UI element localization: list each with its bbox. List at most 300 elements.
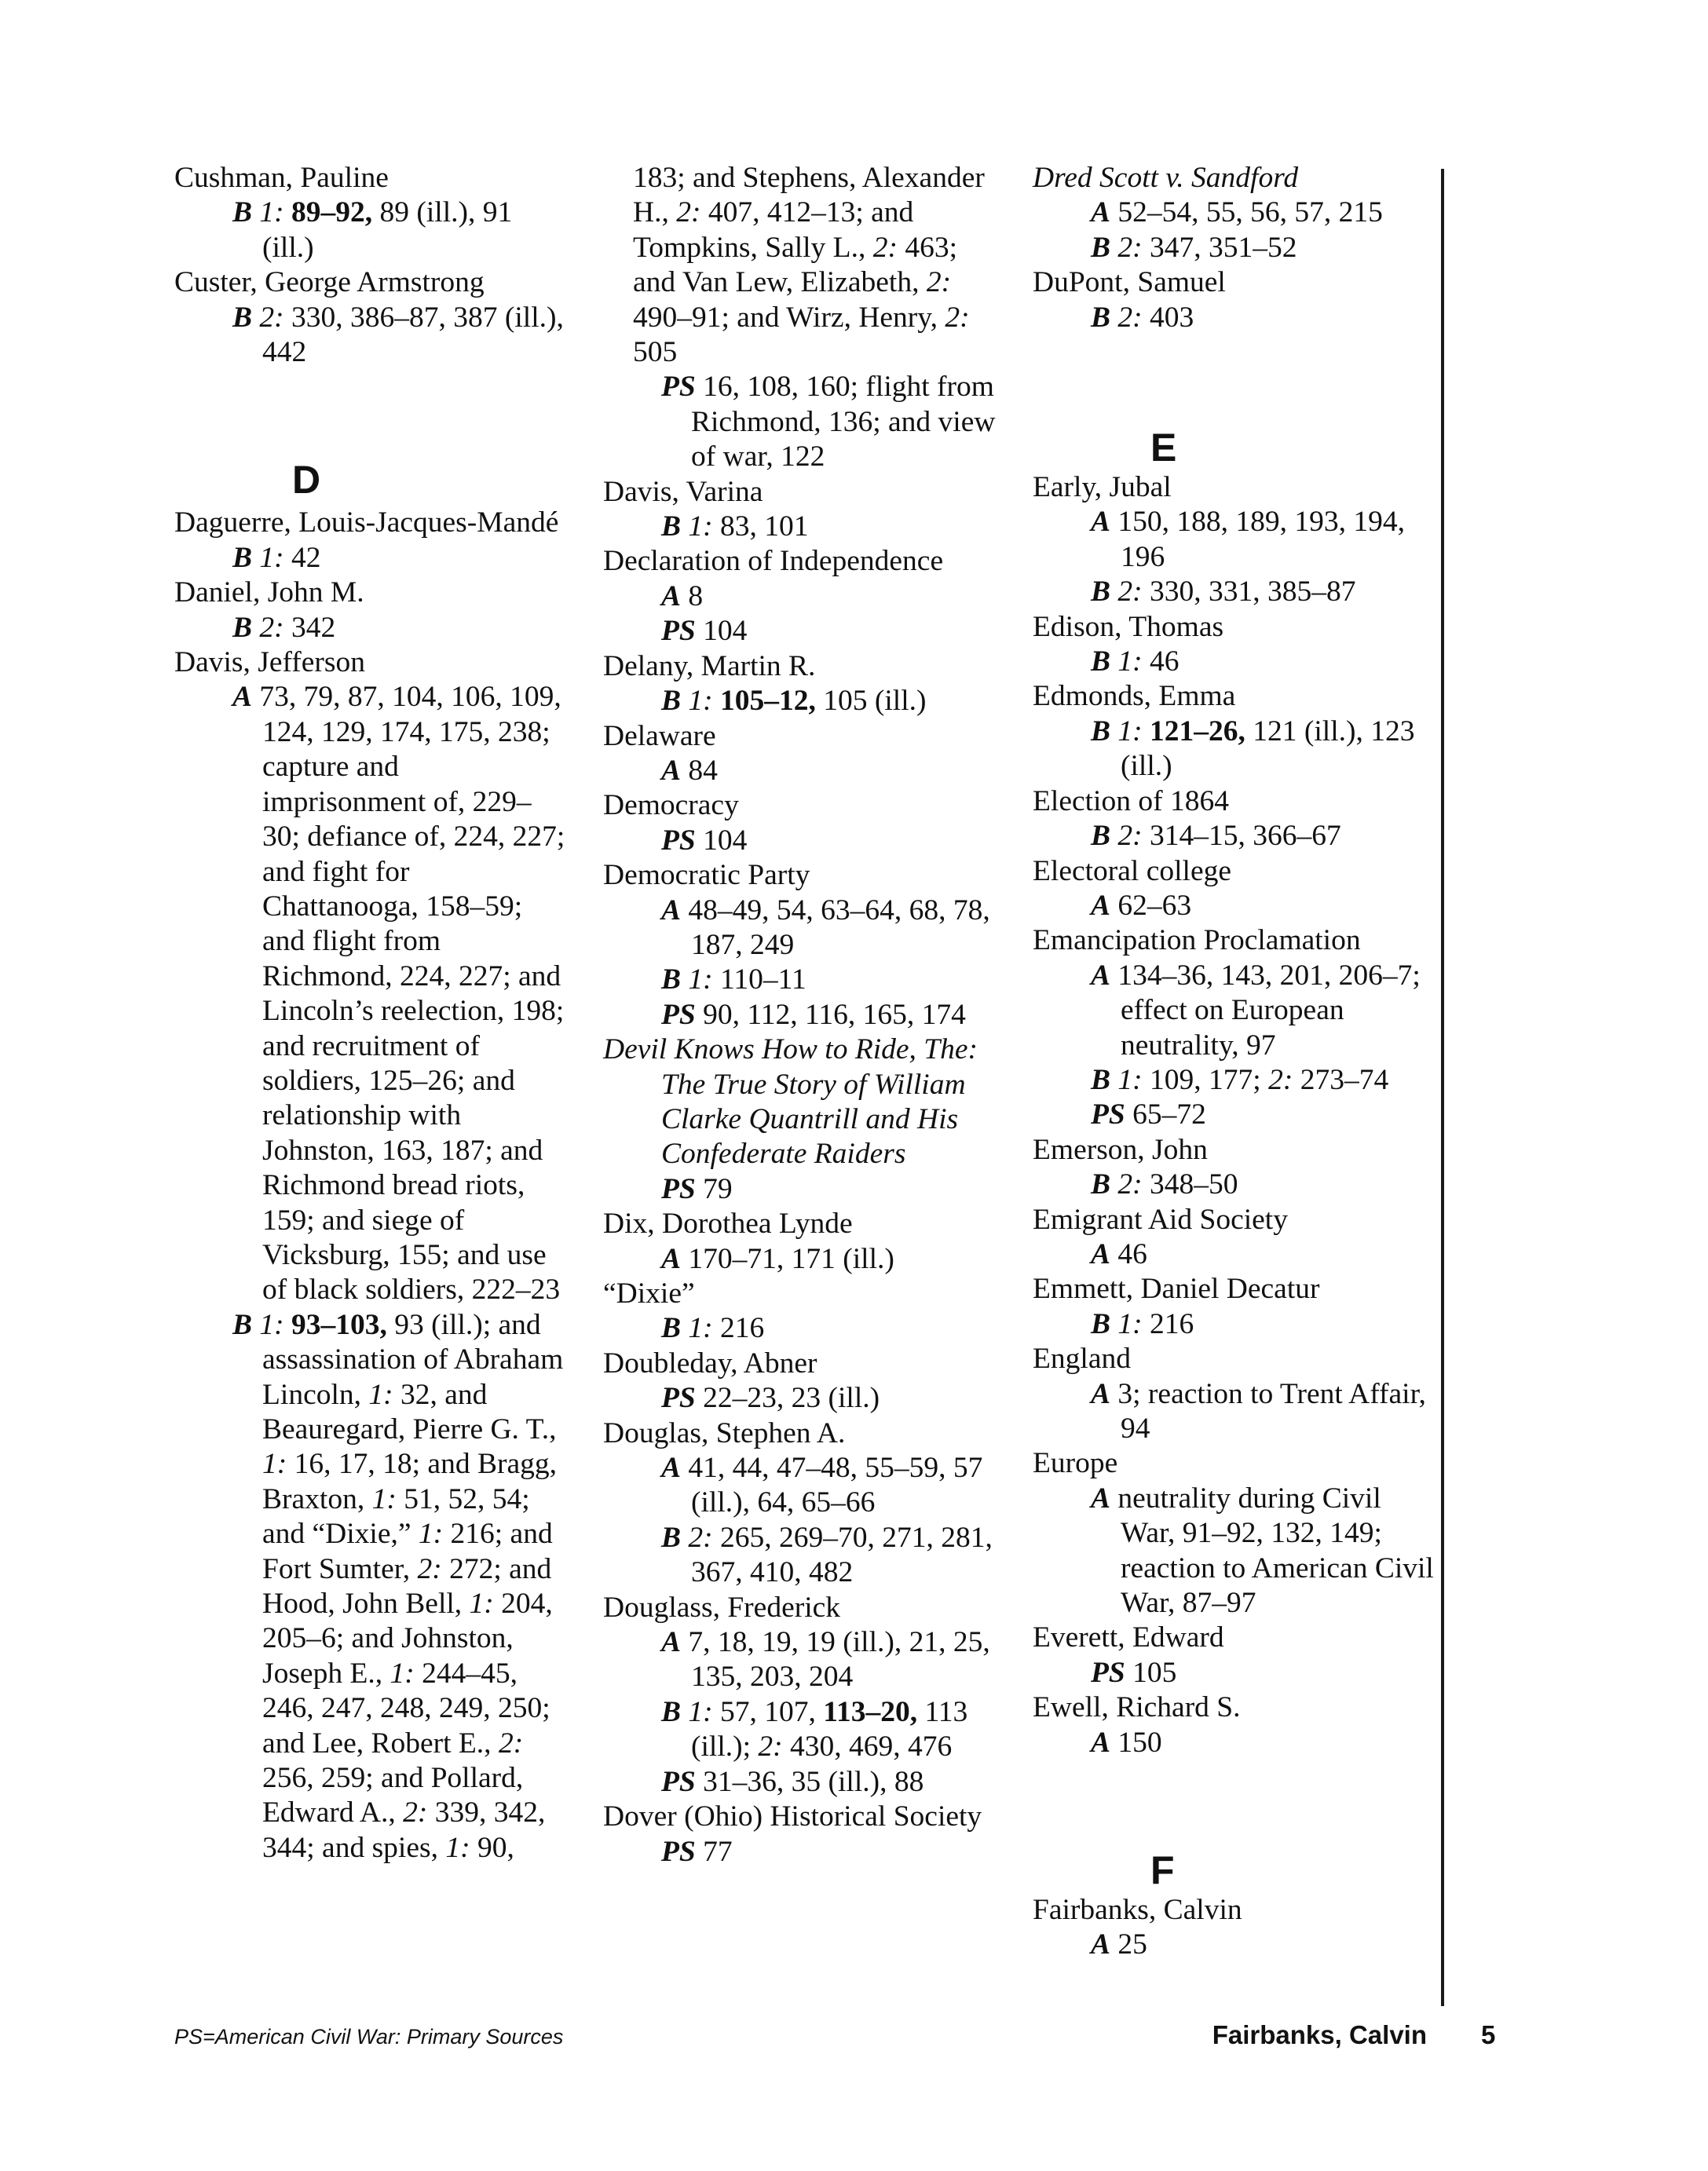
entry-text: 2: — [259, 611, 284, 644]
entry-text: 407, 412–13; and Tompkins, Sally L., — [633, 196, 914, 264]
reference-text — [1091, 1726, 1441, 1760]
reference-text — [661, 510, 996, 544]
reference-text — [661, 1242, 996, 1277]
entry-text: 57, 107, — [712, 1695, 824, 1728]
index-heading — [603, 544, 996, 579]
index-heading — [603, 1277, 996, 1311]
index-reference — [603, 1311, 996, 1346]
entry-text: 41, 44, 47–48, 55–59, 57 (ill.), 64, 65–66 — [681, 1452, 983, 1519]
entry-text: B — [1091, 576, 1111, 609]
entry-text: Daniel, John M. — [174, 576, 364, 609]
entry-text: 1: — [1117, 1307, 1143, 1340]
index-reference — [603, 824, 996, 858]
entry-text: Doubleday, Abner — [603, 1347, 817, 1380]
entry-text: 25 — [1110, 1928, 1147, 1961]
entry-text: 52–54, 55, 56, 57, 215 — [1110, 196, 1383, 229]
entry-text — [681, 1522, 688, 1554]
entry-text: 216; and Fort Sumter, — [262, 1518, 553, 1585]
entry-text: 430, 469, 476 — [782, 1731, 953, 1763]
entry-text: 79 — [695, 1172, 733, 1205]
index-heading — [1033, 679, 1441, 714]
entry-text: 505 — [633, 336, 678, 369]
entry-text: 2: — [1117, 576, 1143, 609]
entry-text — [1110, 1168, 1117, 1201]
index-reference — [1033, 301, 1441, 335]
entry-text: 1: — [259, 196, 284, 229]
index-reference — [603, 1172, 996, 1207]
entry-text: B — [1091, 820, 1111, 853]
entry-text: 113–20, — [823, 1695, 918, 1728]
entry-text: 1: — [688, 1312, 713, 1345]
index-reference — [603, 684, 996, 718]
entry-text: PS — [661, 1382, 696, 1415]
entry-text — [713, 685, 720, 717]
entry-text: 273–74 — [1293, 1063, 1389, 1096]
entry-text — [681, 1312, 688, 1344]
index-heading — [1033, 1446, 1441, 1481]
entry-text — [1110, 302, 1117, 334]
entry-text: 463; and Van Lew, Elizabeth, — [633, 231, 958, 299]
index-reference — [1033, 231, 1441, 265]
page-number: 5 — [1481, 2020, 1496, 2049]
entry-text: PS — [661, 998, 696, 1031]
entry-text — [681, 510, 688, 543]
entry-text: 48–49, 54, 63–64, 68, 78, 187, 249 — [681, 894, 990, 961]
reference-text — [1091, 1063, 1441, 1098]
index-reference — [603, 579, 996, 614]
entry-text: 2: — [945, 301, 970, 334]
entry-text: PS — [661, 1835, 696, 1868]
entry-text: 16, 108, 160; flight from Richmond, 136; and view of war, 122 — [691, 371, 996, 473]
entry-text: Ewell, Richard S. — [1033, 1691, 1241, 1724]
entry-text: 204, 205–6; and Johnston, Joseph E., — [262, 1588, 553, 1690]
index-reference — [1033, 1726, 1441, 1760]
entry-text: 105 — [1125, 1656, 1177, 1689]
reference-text — [1091, 505, 1441, 575]
entry-text: A — [1091, 1928, 1111, 1961]
entry-text: B — [661, 1695, 682, 1728]
entry-text: Emmett, Daniel Decatur — [1033, 1273, 1320, 1306]
entry-text: Dred Scott v. Sandford — [1033, 162, 1299, 194]
entry-text: 104 — [695, 615, 748, 648]
index-heading — [603, 649, 996, 684]
index-column-3 — [1033, 161, 1441, 1963]
entry-text — [252, 1309, 259, 1341]
entry-text: 1: — [262, 1448, 287, 1481]
index-heading — [603, 788, 996, 823]
entry-text: A — [232, 681, 253, 714]
reference-text — [1091, 645, 1441, 679]
entry-text: 46 — [1142, 645, 1180, 678]
entry-text — [252, 302, 259, 334]
entry-text: 150, 188, 189, 193, 194, 196 — [1110, 506, 1406, 573]
index-heading — [603, 1591, 996, 1625]
reference-text — [661, 579, 996, 614]
index-heading — [1033, 610, 1441, 645]
index-heading — [1033, 1690, 1441, 1725]
entry-text: 314–15, 366–67 — [1142, 820, 1341, 853]
entry-text: A — [1091, 506, 1111, 539]
entry-text: 216 — [1142, 1307, 1194, 1340]
entry-text: Devil Knows How to Ride, The: The True Story of William Clarke Quantrill and His Confederate Raiders — [603, 1033, 978, 1171]
entry-text: 183; and Stephens, Alexander H., — [633, 162, 985, 229]
index-reference — [1033, 1063, 1441, 1098]
index-heading — [174, 506, 567, 540]
entry-text: A — [1091, 1726, 1111, 1759]
entry-text: 1: — [418, 1518, 444, 1551]
entry-text: 104 — [695, 824, 748, 857]
reference-text — [661, 894, 996, 963]
vertical-rule — [1441, 169, 1444, 2006]
entry-text: Daguerre, Louis-Jacques-Mandé — [174, 506, 559, 539]
entry-text: 403 — [1142, 301, 1194, 334]
section-gap — [1033, 335, 1441, 428]
entry-text: 134–36, 143, 201, 206–7; effect on European neutrality, 97 — [1110, 959, 1421, 1062]
index-reference — [603, 998, 996, 1033]
reference-text — [1091, 1307, 1441, 1342]
section-letter: F — [1150, 1848, 1175, 1893]
index-heading — [603, 1347, 996, 1381]
entry-text: 490–91; and Wirz, Henry, — [633, 301, 945, 334]
entry-text: A — [1091, 1237, 1111, 1270]
entry-text: 2: — [1268, 1063, 1293, 1096]
entry-text: 2: — [758, 1731, 783, 1763]
index-reference — [1033, 889, 1441, 923]
reference-text — [1091, 715, 1441, 784]
entry-text: 330, 331, 385–87 — [1142, 576, 1356, 609]
entry-text: 170–71, 171 (ill.) — [681, 1242, 894, 1275]
entry-text: 2: — [676, 196, 701, 229]
entry-text: PS — [661, 615, 696, 648]
entry-text: Douglass, Frederick — [603, 1591, 841, 1624]
entry-text: Custer, George Armstrong — [174, 266, 485, 299]
index-reference — [1033, 196, 1441, 230]
entry-text: 1: — [368, 1378, 393, 1411]
index-heading — [174, 161, 567, 196]
index-reference — [1033, 1656, 1441, 1690]
entry-text: 109, 177; — [1142, 1063, 1269, 1096]
reference-text — [232, 196, 567, 265]
entry-text: 90, — [470, 1831, 514, 1864]
entry-text — [681, 1696, 688, 1728]
entry-text: 2: — [872, 231, 898, 264]
entry-text: 265, 269–70, 271, 281, 367, 410, 482 — [691, 1521, 993, 1589]
index-reference — [603, 370, 996, 474]
entry-text: 272; and Hood, John Bell, — [262, 1552, 552, 1621]
entry-text: 83, 101 — [712, 510, 809, 543]
reference-text — [1091, 1482, 1441, 1621]
index-reference — [1033, 715, 1441, 784]
index-reference — [1033, 1168, 1441, 1202]
index-heading — [1033, 784, 1441, 819]
entry-text: 16, 17, 18; and Bragg, Braxton, — [262, 1448, 557, 1515]
entry-text: B — [661, 1521, 682, 1554]
entry-text: B — [661, 1312, 682, 1345]
entry-text: England — [1033, 1343, 1131, 1376]
index-reference — [174, 680, 567, 1307]
entry-text: Europe — [1033, 1447, 1118, 1480]
entry-text: Emerson, John — [1033, 1133, 1208, 1166]
index-reference — [1033, 1377, 1441, 1447]
entry-text: A — [661, 1626, 682, 1659]
entry-text: B — [232, 541, 253, 574]
entry-text: 65–72 — [1125, 1098, 1206, 1131]
reference-text — [1091, 196, 1441, 230]
entry-text: 256, 259; and Pollard, Edward A., — [262, 1762, 524, 1829]
entry-text: 31–36, 35 (ill.), 88 — [695, 1765, 924, 1798]
reference-text — [661, 1695, 996, 1765]
index-heading — [1033, 161, 1441, 196]
entry-text: 2: — [403, 1796, 428, 1829]
reference-text — [1091, 1098, 1441, 1132]
reference-text — [661, 1835, 996, 1869]
entry-text: 1: — [1117, 1063, 1143, 1096]
entry-text: Everett, Edward — [1033, 1621, 1224, 1654]
index-reference — [174, 1308, 567, 1866]
reference-text — [661, 824, 996, 858]
entry-text: A — [661, 1242, 682, 1275]
entry-text: A — [1091, 196, 1111, 229]
entry-text — [1110, 232, 1117, 264]
entry-text: 7, 18, 19, 19 (ill.), 21, 25, 135, 203, 204 — [681, 1626, 990, 1694]
entry-text: 3; reaction to Trent Affair, 94 — [1110, 1377, 1426, 1445]
entry-text: B — [661, 510, 682, 543]
reference-text — [232, 611, 567, 645]
index-reference — [1033, 1307, 1441, 1342]
entry-text — [252, 612, 259, 644]
reference-text — [661, 1451, 996, 1521]
entry-text: 89–92, — [291, 196, 373, 229]
entry-text: 2: — [1117, 301, 1143, 334]
index-reference — [174, 301, 567, 371]
entry-text — [1110, 820, 1117, 852]
entry-text: 342 — [283, 611, 336, 644]
index-heading — [603, 1207, 996, 1241]
entry-text: 1: — [1117, 645, 1143, 678]
reference-text — [1091, 1928, 1441, 1962]
reference-text — [1091, 575, 1441, 609]
entry-text: 93 (ill.); and assassination of Abraham Lincoln, — [262, 1308, 564, 1411]
index-heading — [1033, 1621, 1441, 1655]
entry-text: 77 — [695, 1835, 733, 1868]
section-gap — [1033, 1760, 1441, 1851]
reference-text — [1091, 231, 1441, 265]
entry-text: 244–45, 246, 247, 248, 249, 250; and Lee, Robert E., — [262, 1657, 550, 1760]
entry-text: 105 (ill.) — [815, 685, 927, 718]
entry-text: Douglas, Stephen A. — [603, 1416, 846, 1449]
entry-text: B — [1091, 645, 1111, 678]
entry-text: 339, 342, 344; and spies, — [262, 1796, 546, 1864]
index-heading — [1033, 1342, 1441, 1376]
entry-text — [681, 963, 688, 996]
index-reference — [1033, 1237, 1441, 1272]
running-head: Fairbanks, Calvin — [1212, 2020, 1427, 2049]
index-column-1 — [174, 161, 567, 1866]
entry-text: PS — [661, 1765, 696, 1798]
entry-text: A — [661, 894, 682, 927]
entry-text: 1: — [445, 1831, 470, 1864]
entry-text: 1: — [469, 1588, 494, 1621]
index-reference — [174, 541, 567, 576]
index-reference — [603, 1765, 996, 1800]
reference-text — [661, 370, 996, 474]
entry-text: 1: — [259, 1308, 284, 1341]
entry-text: 1: — [688, 510, 713, 543]
entry-text: B — [232, 301, 253, 334]
section-gap — [174, 499, 567, 506]
reference-text — [1091, 1237, 1441, 1272]
entry-text: Democracy — [603, 789, 739, 822]
entry-text: Early, Jubal — [1033, 471, 1172, 504]
entry-text: B — [661, 685, 682, 718]
index-reference — [603, 1521, 996, 1591]
entry-text: PS — [661, 1172, 696, 1205]
entry-text: 2: — [259, 301, 284, 334]
index-reference — [603, 894, 996, 963]
entry-text — [1143, 715, 1150, 747]
entry-text — [1110, 715, 1117, 747]
reference-text — [232, 301, 567, 371]
reference-text — [661, 1311, 996, 1346]
entry-text: Davis, Jefferson — [174, 646, 365, 679]
entry-text: 22–23, 23 (ill.) — [695, 1382, 880, 1415]
entry-text — [284, 196, 291, 228]
entry-text: Electoral college — [1033, 854, 1231, 887]
entry-text: PS — [661, 824, 696, 857]
footer-legend: PS=American Civil War: Primary Sources — [174, 2025, 564, 2049]
index-reference — [1033, 819, 1441, 853]
index-heading — [603, 1800, 996, 1834]
index-reference — [603, 510, 996, 544]
entry-text: B — [232, 1308, 253, 1341]
entry-text: Delaware — [603, 719, 716, 752]
reference-text — [661, 1625, 996, 1695]
entry-text: 1: — [371, 1482, 397, 1515]
index-reference — [1033, 1928, 1441, 1962]
index-heading — [1033, 265, 1441, 300]
reference-text — [1091, 1168, 1441, 1202]
index-heading — [1033, 854, 1441, 889]
entry-text: Emigrant Aid Society — [1033, 1203, 1288, 1236]
index-reference — [603, 754, 996, 788]
entry-text: 1: — [390, 1657, 415, 1690]
reference-text — [1091, 301, 1441, 335]
entry-text: B — [661, 963, 682, 996]
entry-text: B — [232, 611, 253, 644]
entry-text — [1110, 1064, 1117, 1096]
entry-text: B — [1091, 1168, 1111, 1201]
entry-text: Dover (Ohio) Historical Society — [603, 1800, 982, 1833]
entry-text: B — [1091, 301, 1111, 334]
index-heading — [1033, 923, 1441, 958]
entry-text: 2: — [1117, 820, 1143, 853]
entry-text: 347, 351–52 — [1142, 231, 1297, 264]
entry-text: PS — [1091, 1098, 1125, 1131]
entry-text: 32, and Beauregard, Pierre G. T., — [262, 1378, 557, 1446]
entry-text: 216 — [712, 1312, 765, 1345]
index-reference — [1033, 959, 1441, 1063]
reference-text — [661, 754, 996, 788]
entry-text: 121–26, — [1150, 715, 1245, 747]
entry-text: B — [1091, 715, 1111, 747]
reference-text — [661, 963, 996, 997]
reference-text — [1091, 959, 1441, 1063]
entry-text: A — [1091, 1377, 1111, 1410]
index-reference — [603, 1451, 996, 1521]
entry-text: A — [1091, 1482, 1111, 1515]
entry-text — [1110, 576, 1117, 608]
entry-text: 2: — [498, 1727, 524, 1760]
entry-text: 1: — [259, 541, 284, 574]
reference-text — [232, 680, 567, 1307]
section-gap — [174, 370, 567, 460]
entry-text: 1: — [688, 963, 713, 996]
reference-text — [232, 541, 567, 576]
entry-text: neutrality during Civil War, 91–92, 132, 149; reaction to American Civil War, 87–97 — [1110, 1482, 1434, 1620]
entry-text: B — [232, 196, 253, 229]
entry-text: Dix, Dorothea Lynde — [603, 1208, 853, 1241]
reference-text — [661, 614, 996, 649]
reference-text — [661, 1521, 996, 1591]
entry-text: 2: — [926, 266, 952, 299]
reference-text — [661, 684, 996, 718]
entry-text — [252, 196, 259, 228]
index-heading — [174, 645, 567, 680]
index-heading — [603, 1416, 996, 1451]
entry-text: PS — [1091, 1656, 1125, 1689]
index-reference — [603, 1381, 996, 1416]
entry-text: 62–63 — [1110, 889, 1192, 922]
entry-text: 330, 386–87, 387 (ill.), 442 — [262, 301, 564, 369]
index-heading — [1033, 470, 1441, 505]
entry-text: 105–12, — [720, 685, 816, 718]
section-letter: E — [1150, 426, 1177, 470]
index-heading — [603, 858, 996, 893]
entry-text: Emancipation Proclamation — [1033, 924, 1361, 957]
reference-text — [661, 1172, 996, 1207]
entry-text: 2: — [688, 1521, 713, 1554]
entry-text: Edison, Thomas — [1033, 610, 1224, 643]
reference-text — [1091, 1377, 1441, 1447]
reference-text — [661, 1381, 996, 1416]
entry-text: Edmonds, Emma — [1033, 680, 1236, 713]
entry-text: 8 — [681, 579, 704, 612]
entry-text — [252, 542, 259, 574]
entry-text: 2: — [1117, 231, 1143, 264]
reference-text — [661, 1765, 996, 1800]
reference-text — [1091, 1656, 1441, 1690]
entry-text: A — [1091, 889, 1111, 922]
entry-text: “Dixie” — [603, 1277, 695, 1310]
index-continuation — [603, 161, 996, 370]
entry-text: Delany, Martin R. — [603, 649, 816, 682]
entry-text: 121 (ill.), 123 (ill.) — [1121, 715, 1415, 783]
reference-text — [1091, 889, 1441, 923]
entry-text — [284, 1309, 291, 1341]
entry-text: 110–11 — [712, 963, 806, 996]
entry-text: PS — [661, 371, 696, 404]
entry-text: 90, 112, 116, 165, 174 — [695, 998, 966, 1031]
entry-text: Fairbanks, Calvin — [1033, 1894, 1242, 1927]
index-reference — [174, 611, 567, 645]
entry-text: B — [1091, 1307, 1111, 1340]
entry-text: 1: — [688, 1695, 713, 1728]
entry-text: 89 (ill.), 91 (ill.) — [262, 196, 513, 264]
index-reference — [174, 196, 567, 265]
entry-text: DuPont, Samuel — [1033, 266, 1226, 299]
index-heading — [1033, 1133, 1441, 1168]
index-reference — [1033, 645, 1441, 679]
